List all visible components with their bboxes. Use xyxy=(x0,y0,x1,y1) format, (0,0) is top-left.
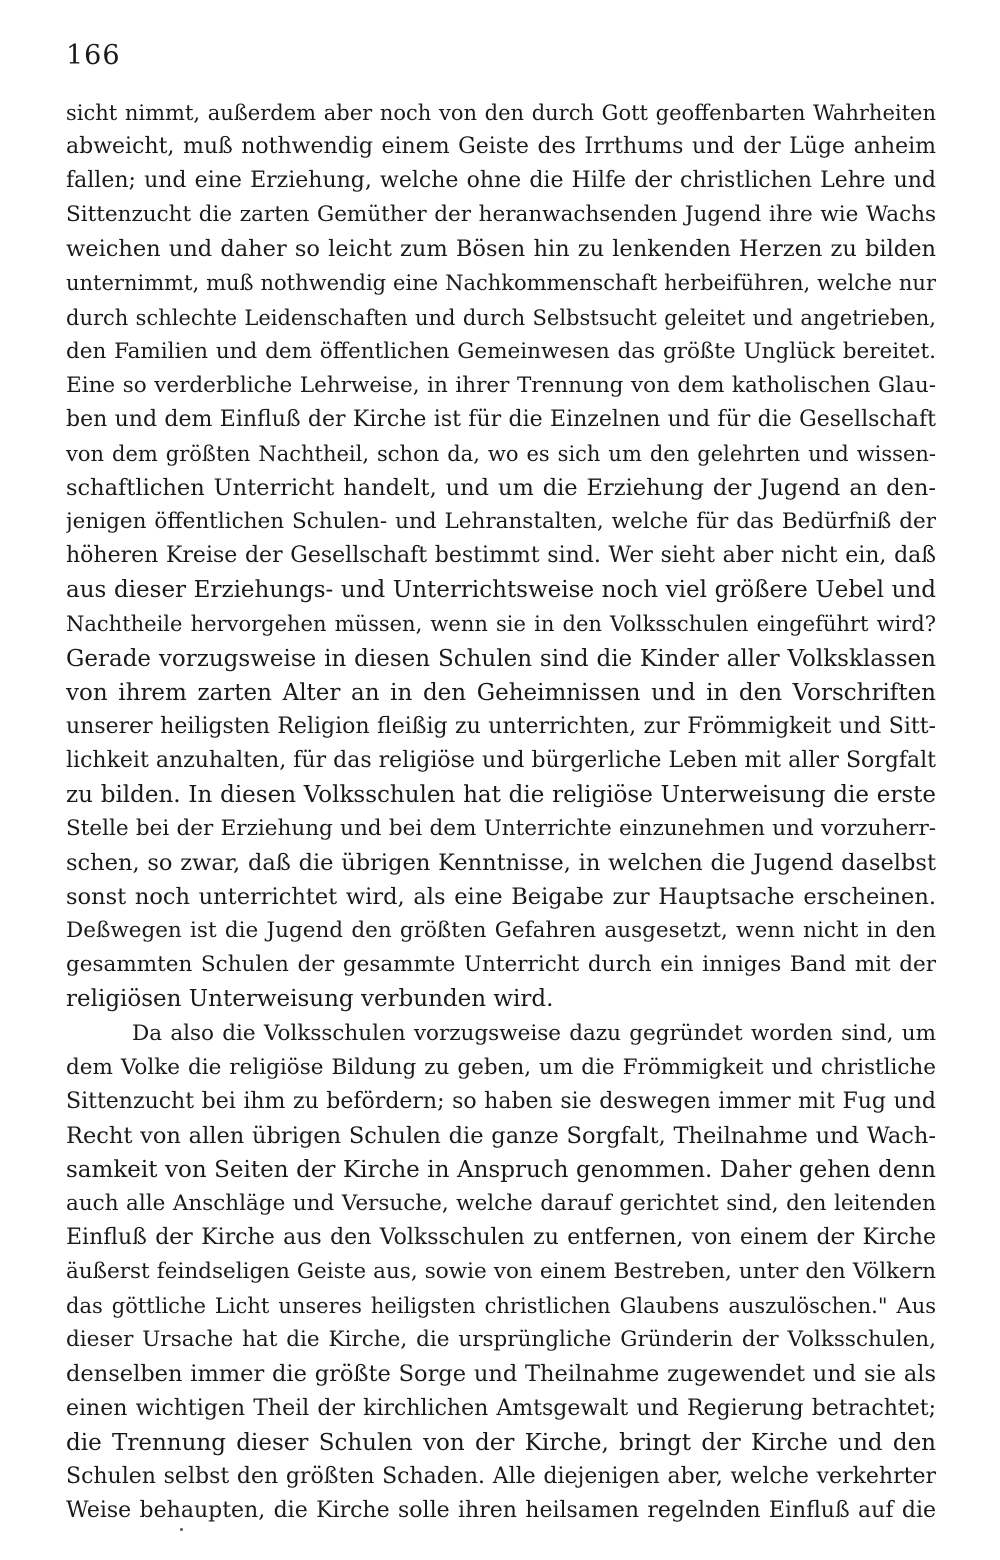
text-line: zu bilden. In diesen Volksschulen hat die religiöse Unterweisung die erste xyxy=(66,781,936,808)
text-line: weichen und daher so leicht zum Bösen hin zu lenkenden Herzen zu bilden xyxy=(66,236,936,263)
text-line: die Trennung dieser Schulen von der Kirche, bringt der Kirche und den xyxy=(66,1429,936,1456)
text-line: Recht von allen übrigen Schulen die ganze Sorgfalt, Theilnahme und Wach- xyxy=(66,1122,936,1149)
text-line: religiösen Unterweisung verbunden wird. xyxy=(66,986,554,1013)
text-line: Gerade vorzugsweise in diesen Schulen sind die Kinder aller Volksklassen xyxy=(66,645,936,672)
text-line: ben und dem Einfluß der Kirche ist für die Einzelnen und für die Gesellschaft xyxy=(66,406,936,432)
text-line: aus dieser Erziehungs- und Unterrichtsweise noch viel größere Uebel und xyxy=(66,577,936,604)
text-line: sicht nimmt, außerdem aber noch von den durch Gott geoffenbarten Wahrheiten xyxy=(66,101,936,125)
text-line: Einfluß der Kirche aus den Volksschulen zu entfernen, von einem der Kirche xyxy=(66,1225,936,1251)
paragraph-2 xyxy=(66,1017,936,1528)
scan-speck xyxy=(180,1528,183,1531)
text-line: denselben immer die größte Sorge und Theilnahme zugewendet und sie als xyxy=(66,1361,936,1388)
text-line: Stelle bei der Erziehung und bei dem Unterrichte einzunehmen und vorzuherr- xyxy=(66,815,936,841)
text-line: Eine so verderbliche Lehrweise, in ihrer Trennung von dem katholischen Glau- xyxy=(66,372,936,398)
text-line: das göttliche Licht unseres heiligsten christlichen Glaubens auszulöschen." Aus xyxy=(66,1294,936,1319)
text-line: unternimmt, muß nothwendig eine Nachkommenschaft herbeiführen, welche nur xyxy=(66,271,936,296)
text-line: den Familien und dem öffentlichen Gemeinwesen das größte Unglück bereitet. xyxy=(66,338,936,364)
text-line: Weise behaupten, die Kirche solle ihren heilsamen regelnden Einfluß auf die xyxy=(66,1497,936,1523)
text-line: äußerst feindseligen Geiste aus, sowie von einem Bestreben, unter den Völkern xyxy=(66,1259,936,1285)
text-line: samkeit von Seiten der Kirche in Anspruch genommen. Daher gehen denn xyxy=(66,1156,936,1183)
page-number: 166 xyxy=(66,40,121,71)
text-line: Schulen selbst den größten Schaden. Alle diejenigen aber, welche verkehrter xyxy=(66,1463,936,1489)
text-line: unserer heiligsten Religion fleißig zu unterrichten, zur Frömmigkeit und Sitt- xyxy=(66,713,936,739)
text-line: Sittenzucht die zarten Gemüther der heranwachsenden Jugend ihre wie Wachs xyxy=(66,202,936,228)
text-line: gesammten Schulen der gesammte Unterricht durch ein inniges Band mit der xyxy=(66,952,936,978)
text-line: höheren Kreise der Gesellschaft bestimmt sind. Wer sieht aber nicht ein, daß xyxy=(66,543,936,569)
text-line: von dem größten Nachtheil, schon da, wo es sich um den gelehrten und wissen- xyxy=(66,441,936,466)
text-line: lichkeit anzuhalten, für das religiöse und bürgerliche Leben mit aller Sorgfalt xyxy=(66,747,936,773)
text-line: abweicht, muß nothwendig einem Geiste des Irrthums und der Lüge anheim xyxy=(66,134,936,160)
text-line: dem Volke die religiöse Bildung zu geben, um die Frömmigkeit und christliche xyxy=(66,1054,936,1080)
text-line: durch schlechte Leidenschaften und durch Selbstsucht geleitet und angetrieben, xyxy=(66,305,936,330)
text-line: auch alle Anschläge und Versuche, welche darauf gerichtet sind, den leitenden xyxy=(66,1191,936,1216)
text-line: Da also die Volksschulen vorzugsweise dazu gegründet worden sind, um xyxy=(132,1020,936,1046)
text-line: einen wichtigen Theil der kirchlichen Amtsgewalt und Regierung betrachtet; xyxy=(66,1395,936,1421)
text-line: sonst noch unterrichtet wird, als eine Beigabe zur Hauptsache erscheinen. xyxy=(66,884,936,911)
text-line: Nachtheile hervorgehen müssen, wenn sie in den Volksschulen eingeführt wird? xyxy=(66,612,936,637)
text-line: dieser Ursache hat die Kirche, die ursprüngliche Gründerin der Volksschulen, xyxy=(66,1327,936,1353)
text-line: Deßwegen ist die Jugend den größten Gefahren ausgesetzt, wenn nicht in den xyxy=(66,918,936,944)
text-line: Sittenzucht bei ihm zu befördern; so haben sie deswegen immer mit Fug und xyxy=(66,1088,936,1114)
text-line: jenigen öffentlichen Schulen- und Lehranstalten, welche für das Bedürfniß der xyxy=(66,509,936,535)
text-line: von ihrem zarten Alter an in den Geheimnissen und in den Vorschriften xyxy=(66,679,936,706)
paragraph-1 xyxy=(66,96,936,1017)
text-line: schen, so zwar, daß die übrigen Kenntnisse, in welchen die Jugend daselbst xyxy=(66,850,936,877)
text-line: schaftlichen Unterricht handelt, und um die Erziehung der Jugend an den- xyxy=(66,475,936,502)
body-text xyxy=(66,96,936,1528)
text-line: fallen; und eine Erziehung, welche ohne die Hilfe der christlichen Lehre und xyxy=(66,168,936,194)
